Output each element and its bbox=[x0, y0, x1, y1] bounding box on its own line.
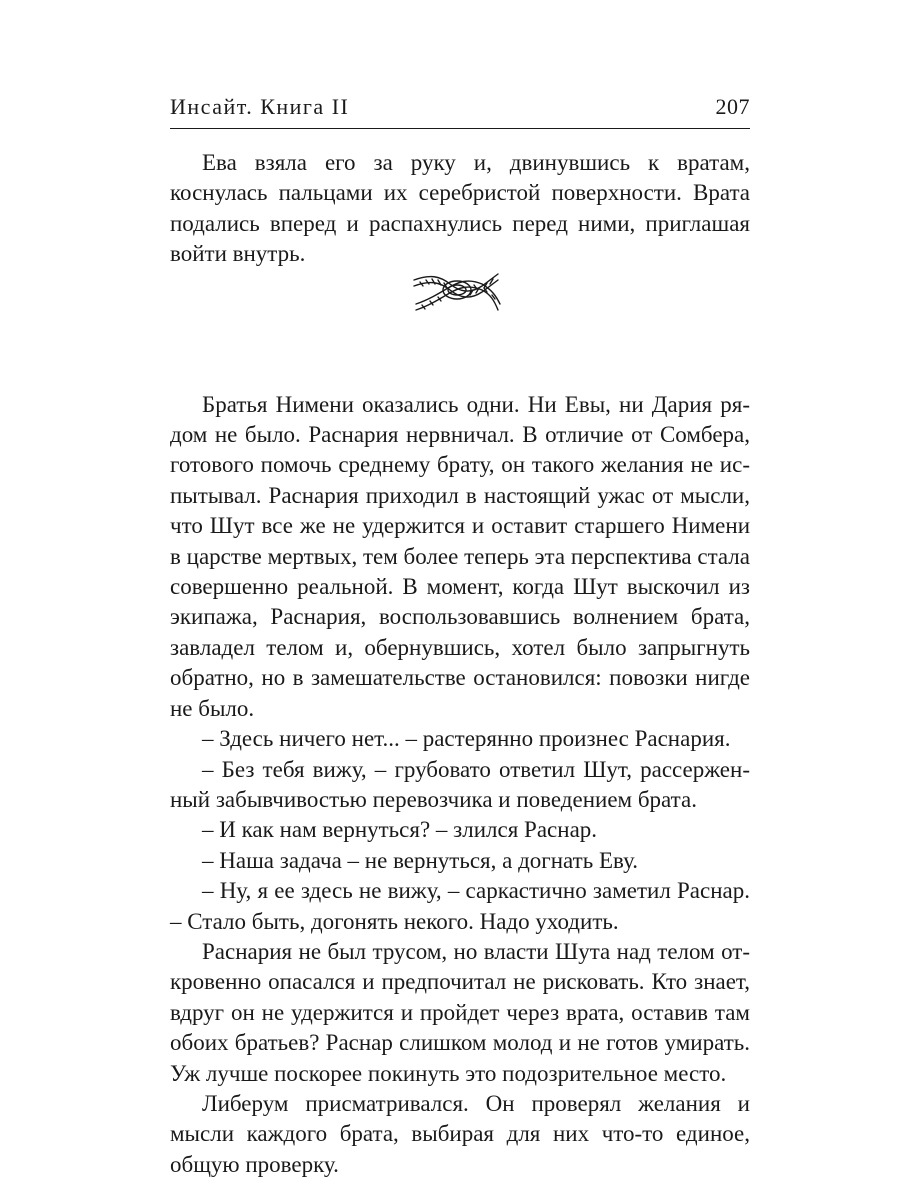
running-header bbox=[170, 94, 750, 129]
paragraph: Ева взяла его за руку и, двинувшись к вратам, коснулась пальцами их серебристой поверхности. Врата подались вперед и распахнулись перед ними, приглашая войти внутрь. bbox=[170, 150, 750, 267]
paragraph: Раснария не был трусом, но власти Шута над телом откровенно опасался и предпочитал не рисковать. Кто знает, вдруг он не удержится и пройдет через врата, оставив там обоих братьев? Раснар слишком молод и не готов умирать. Уж лучше поскорее покинуть это подозрительное место. bbox=[170, 938, 750, 1086]
page-number: 207 bbox=[715, 94, 750, 119]
paragraph: – Наша задача – не вернуться, а догнать Еву. bbox=[202, 847, 639, 873]
running-title: Инсайт. Книга II bbox=[170, 94, 350, 119]
paragraph: Братья Нимени оказались одни. Ни Евы, ни Дария рядом не было. Раснария нервничал. В отличие от Сомбера, готового помочь среднему брату, он такого желания не испытывал. Раснария приходил в настоящий ужас от мысли, что Шут все же не удержится и оставит старшего Нимени в царстве мертвых, тем более теперь эта перспектива стала совершенно реальной. В момент, когда Шут выскочил из экипажа, Раснария, воспользовавшись волнением брата, завладел телом и, обернувшись, хотел было запрыгнуть обратно, но в замешательстве остановился: повозки нигде не было. bbox=[170, 391, 750, 721]
paragraph: – Здесь ничего нет... – растерянно произнес Раснария. bbox=[202, 726, 731, 752]
paragraph: – И как нам вернуться? – злился Раснар. bbox=[202, 817, 598, 843]
paragraph: – Без тебя вижу, – грубовато ответил Шут, рассерженный забывчивостью перевозчика и поведением брата. bbox=[170, 756, 750, 812]
rope-knot-icon bbox=[412, 264, 502, 312]
paragraph: – Ну, я ее здесь не вижу, – саркастично заметил Раснар. – Стало быть, догонять некого. Надо уходить. bbox=[170, 878, 750, 934]
paragraph: Либерум присматривался. Он проверял желания и мысли каждого брата, выбирая для них что-то единое, общую проверку. bbox=[170, 1090, 750, 1177]
